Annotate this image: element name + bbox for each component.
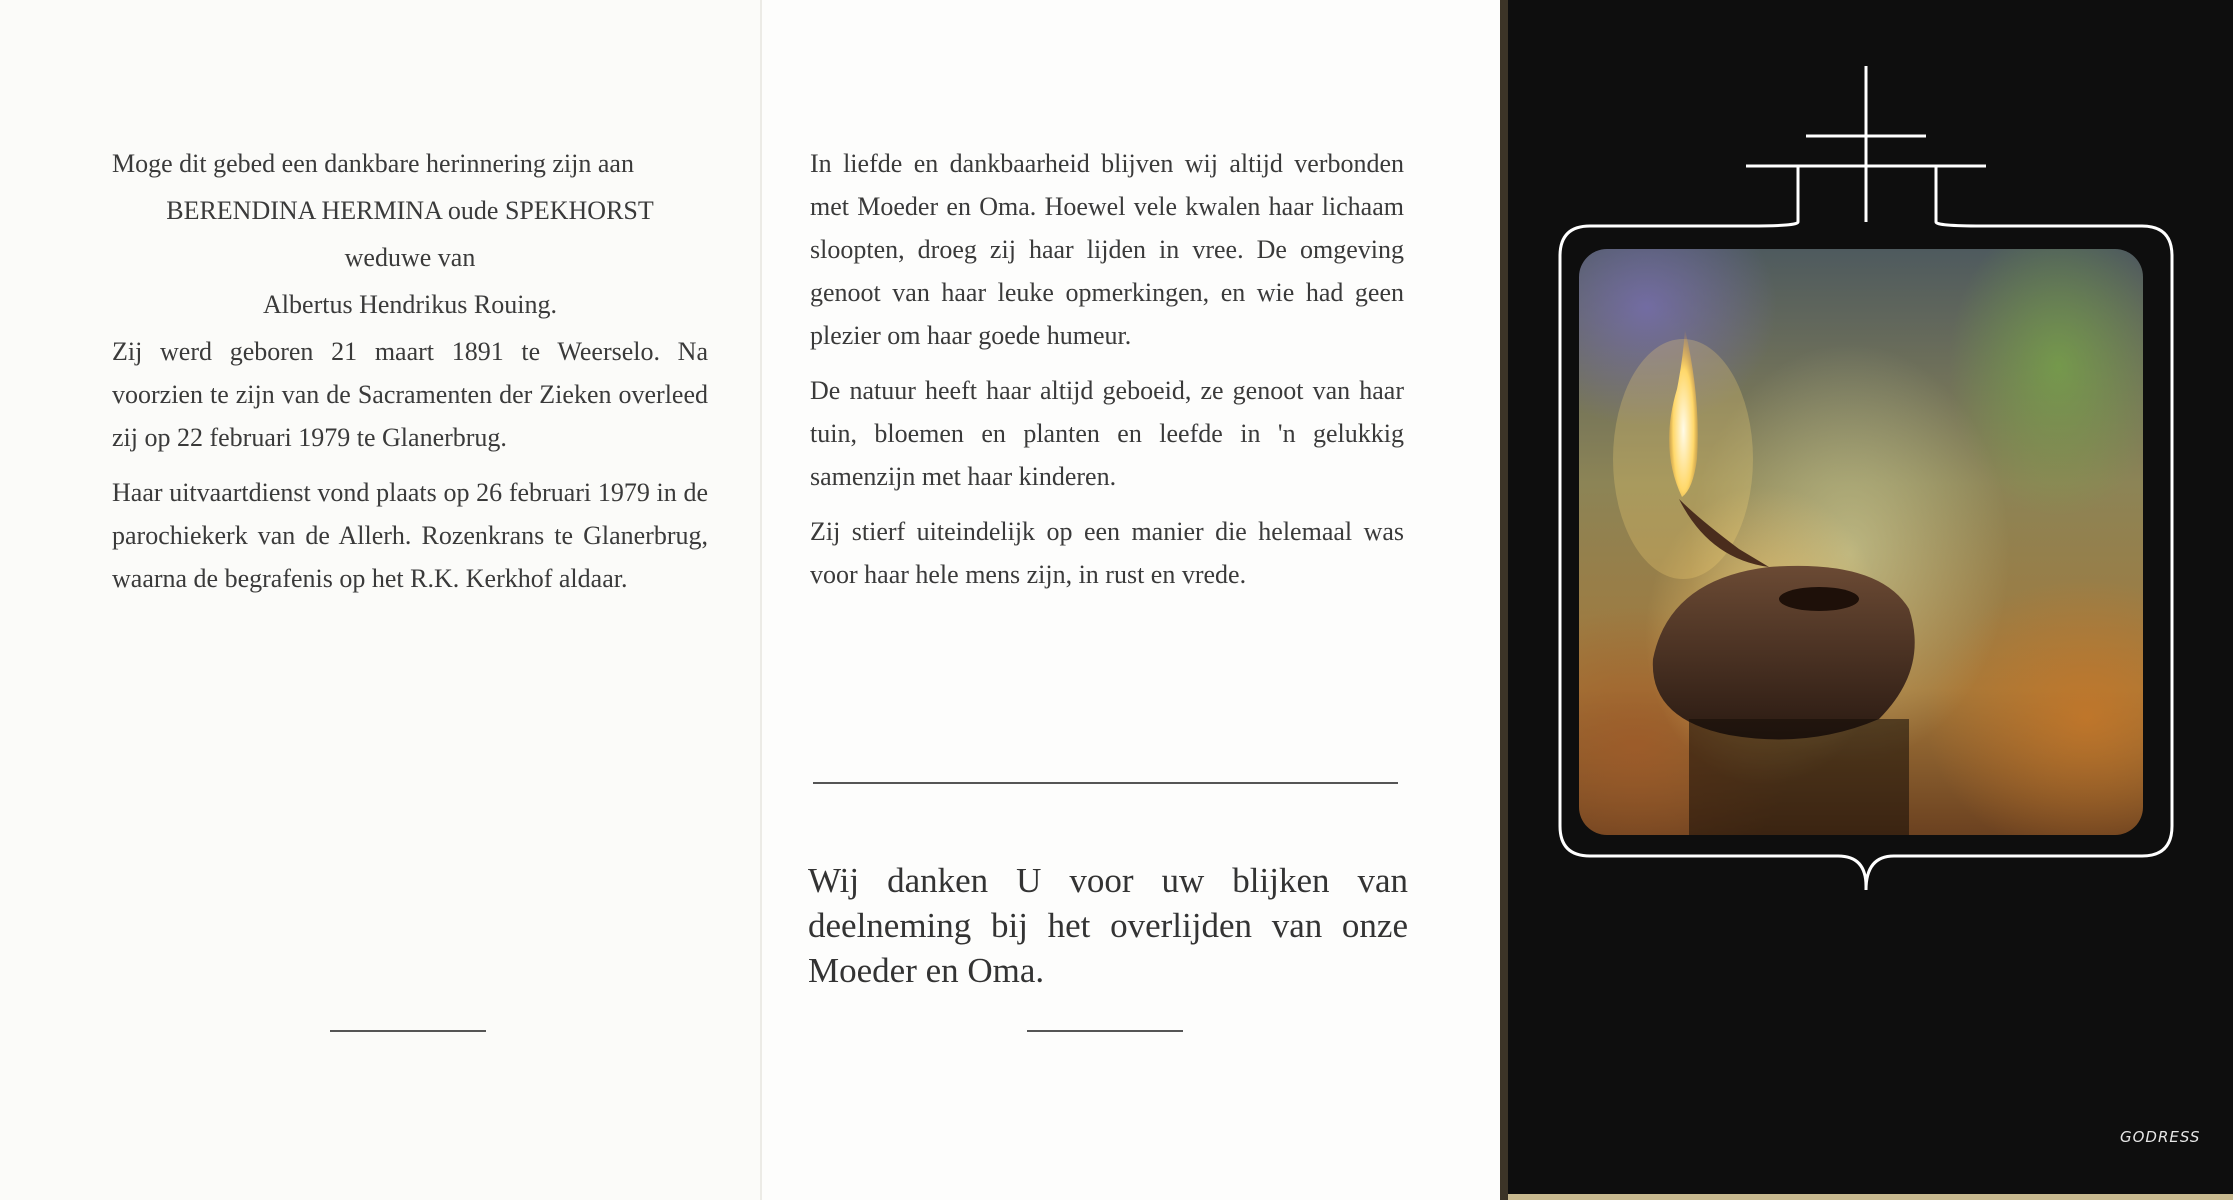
remembrance-paragraph-1: In liefde en dankbaarheid blijven wij altijd verbonden met Moeder en Oma. Hoewel vele kwalen haar lichaam sloopten, droeg zij haar lijden in vree. De omgeving genoot van haar leuke opmerkingen, en wie had geen plezier om haar goede humeur.: [810, 149, 1404, 350]
remembrance-text: [810, 142, 1404, 596]
spouse-name: Albertus Hendrikus Rouing.: [263, 290, 557, 319]
oil-lamp-photo: [1579, 249, 2143, 835]
remembrance-paragraph-2: De natuur heeft haar altijd geboeid, ze genoot van haar tuin, bloemen en planten en leefde in 'n gelukkig samenzijn met haar kinderen.: [810, 376, 1404, 491]
funeral-text: Haar uitvaartdienst vond plaats op 26 februari 1979 in de parochiekerk van de Allerh. Rozenkrans te Glanerbrug, waarna de begrafenis op het R.K. Kerkhof aldaar.: [112, 478, 708, 593]
middle-bottom-divider: [1027, 1030, 1183, 1032]
intro-text: Moge dit gebed een dankbare herinnering zijn aan: [112, 149, 634, 178]
artist-signature: GODRESS: [2120, 1128, 2201, 1146]
middle-divider: [813, 782, 1398, 784]
left-divider: [330, 1030, 486, 1032]
oil-lamp-icon: [1579, 249, 2143, 835]
deceased-name: BERENDINA HERMINA oude SPEKHORST: [166, 196, 654, 225]
widow-of-text: weduwe van: [344, 243, 476, 272]
memorial-text: [112, 142, 708, 600]
fold-line: [760, 0, 762, 1200]
three-crosses-icon: [1746, 66, 1986, 222]
life-dates-text: Zij werd geboren 21 maart 1891 te Weerselo. Na voorzien te zijn van de Sacramenten der Zieken overleed zij op 22 februari 1979 te Glanerbrug.: [112, 337, 708, 452]
thanks-text: Wij danken U voor uw blijken van deelneming bij het overlijden van onze Moeder en Oma.: [808, 861, 1408, 990]
remembrance-paragraph-3: Zij stierf uiteindelijk op een manier die helemaal was voor haar hele mens zijn, in rust en vrede.: [810, 517, 1404, 589]
